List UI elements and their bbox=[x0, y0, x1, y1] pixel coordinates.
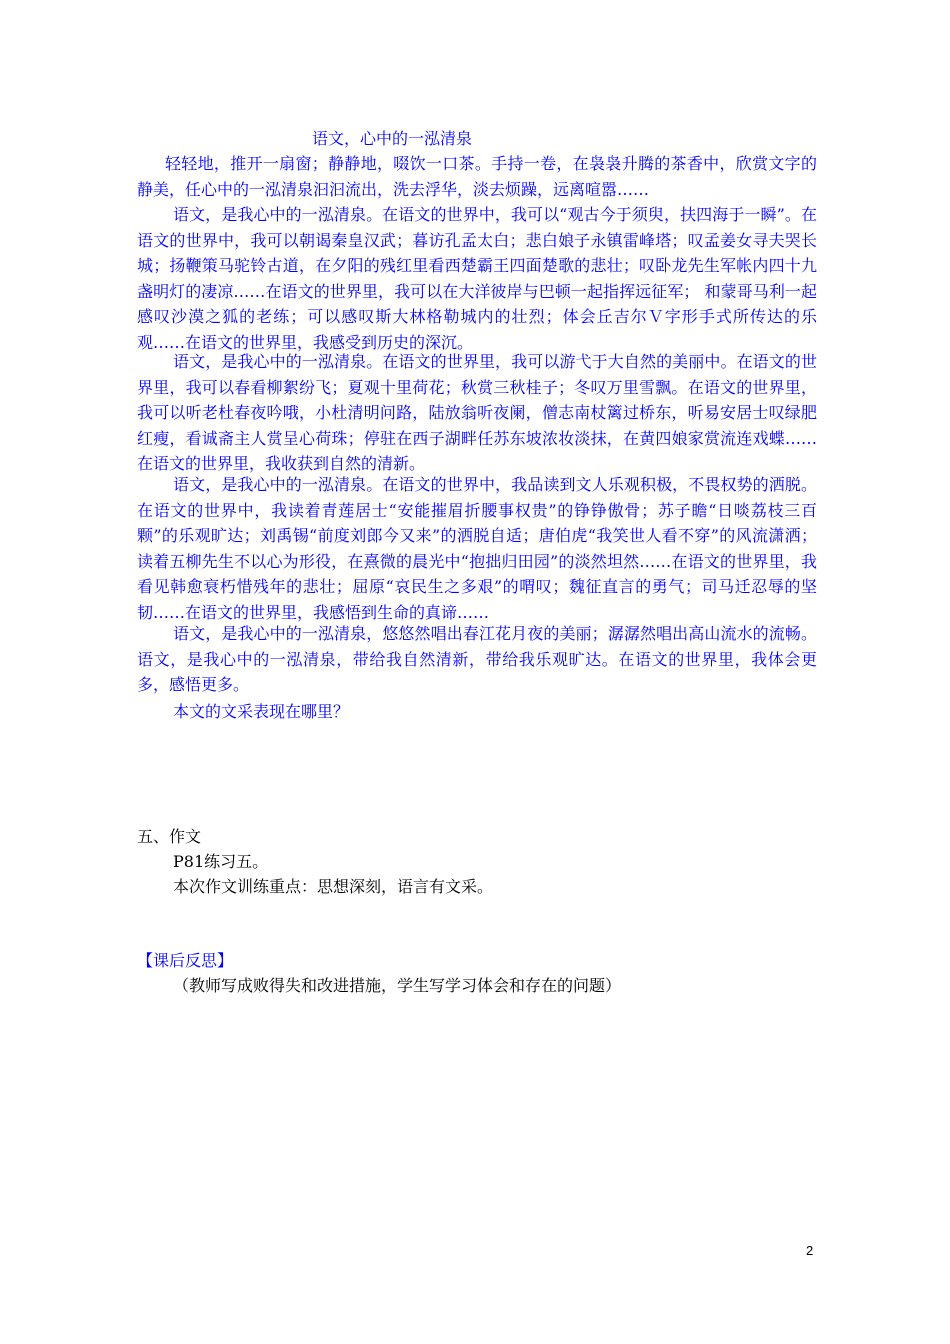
article-paragraph-4: 语文，是我心中的一泓清泉。在语文的世界中，我品读到文人乐观积极，不畏权势的洒脱。在语文的世界中，我读着青莲居士“安能摧眉折腰事权贵”的铮铮傲骨；苏子瞻“日啖荔枝三百颗”的乐观旷达；刘禹锡“前度刘郎今又来”的洒脱自适；唐伯虎“我笑世人看不穿”的风流潇洒；读着五柳先生不以心为形役，在熹微的晨光中“抱拙归田园”的淡然坦然……在语文的世界里，我看见韩愈衰朽惜残年的悲壮；屈原“哀民生之多艰”的喟叹；魏征直言的勇气；司马迁忍辱的坚韧……在语文的世界里，我感悟到生命的真谛…… bbox=[137, 475, 817, 622]
article-paragraph-1: 轻轻地，推开一扇窗；静静地，啜饮一口茶。手持一卷，在袅袅升腾的茶香中，欣赏文字的静美，任心中的一泓清泉汩汩流出，洗去浮华，淡去烦躁，远离喧嚣…… bbox=[137, 154, 817, 199]
article-title: 语文，心中的一泓清泉 bbox=[312, 129, 473, 148]
page-number: 2 bbox=[806, 1243, 814, 1258]
reflection-heading: 【课后反思】 bbox=[137, 951, 234, 970]
section5-focus: 本次作文训练重点：思想深刻，语言有文采。 bbox=[173, 877, 494, 896]
article-paragraph-2: 语文，是我心中的一泓清泉。在语文的世界中，我可以“观古今于须臾，扶四海于一瞬”。在语文的世界中，我可以朝谒秦皇汉武；暮访孔孟太白；悲白娘子永镇雷峰塔；叹孟姜女寻夫哭长城；扬鞭策马驼铃古道，在夕阳的残红里看西楚霸王四面楚歌的悲壮；叹卧龙先生军帐内四十九盏明灯的凄凉……在语文的世界里，我可以在大洋彼岸与巴顿一起指挥远征军； 和蒙哥马利一起感叹沙漠之狐的老练；可以感叹斯大林格勒城内的壮烈；体会丘吉尔Ｖ字形手式所传达的乐观……在语文的世界里，我感受到历史的深沉。 bbox=[137, 205, 817, 352]
section5-heading: 五、作文 bbox=[137, 827, 202, 846]
article-paragraph-5: 语文，是我心中的一泓清泉，悠悠然唱出春江花月夜的美丽；潺潺然唱出高山流水的流畅。语文，是我心中的一泓清泉，带给我自然清新，带给我乐观旷达。在语文的世界里，我体会更多，感悟更多。 bbox=[137, 624, 817, 694]
section5-exercise-ref: P81练习五。 bbox=[173, 852, 269, 871]
reflection-note: （教师写成败得失和改进措施，学生写学习体会和存在的问题） bbox=[173, 976, 622, 995]
article-question: 本文的文采表现在哪里？ bbox=[173, 702, 350, 721]
article-paragraph-3: 语文，是我心中的一泓清泉。在语文的世界里，我可以游弋于大自然的美丽中。在语文的世界里，我可以春看柳絮纷飞；夏观十里荷花；秋赏三秋桂子；冬叹万里雪飘。在语文的世界里，我可以听老杜春夜吟哦，小杜清明问路，陆放翁听夜阑，僧志南杖篱过桥东，听易安居士叹绿肥红瘦，看诚斋主人赏呈心荷珠；停驻在西子湖畔任苏东坡浓妆淡抹，在黄四娘家赏流连戏蝶……在语文的世界里，我收获到自然的清新。 bbox=[137, 352, 817, 473]
